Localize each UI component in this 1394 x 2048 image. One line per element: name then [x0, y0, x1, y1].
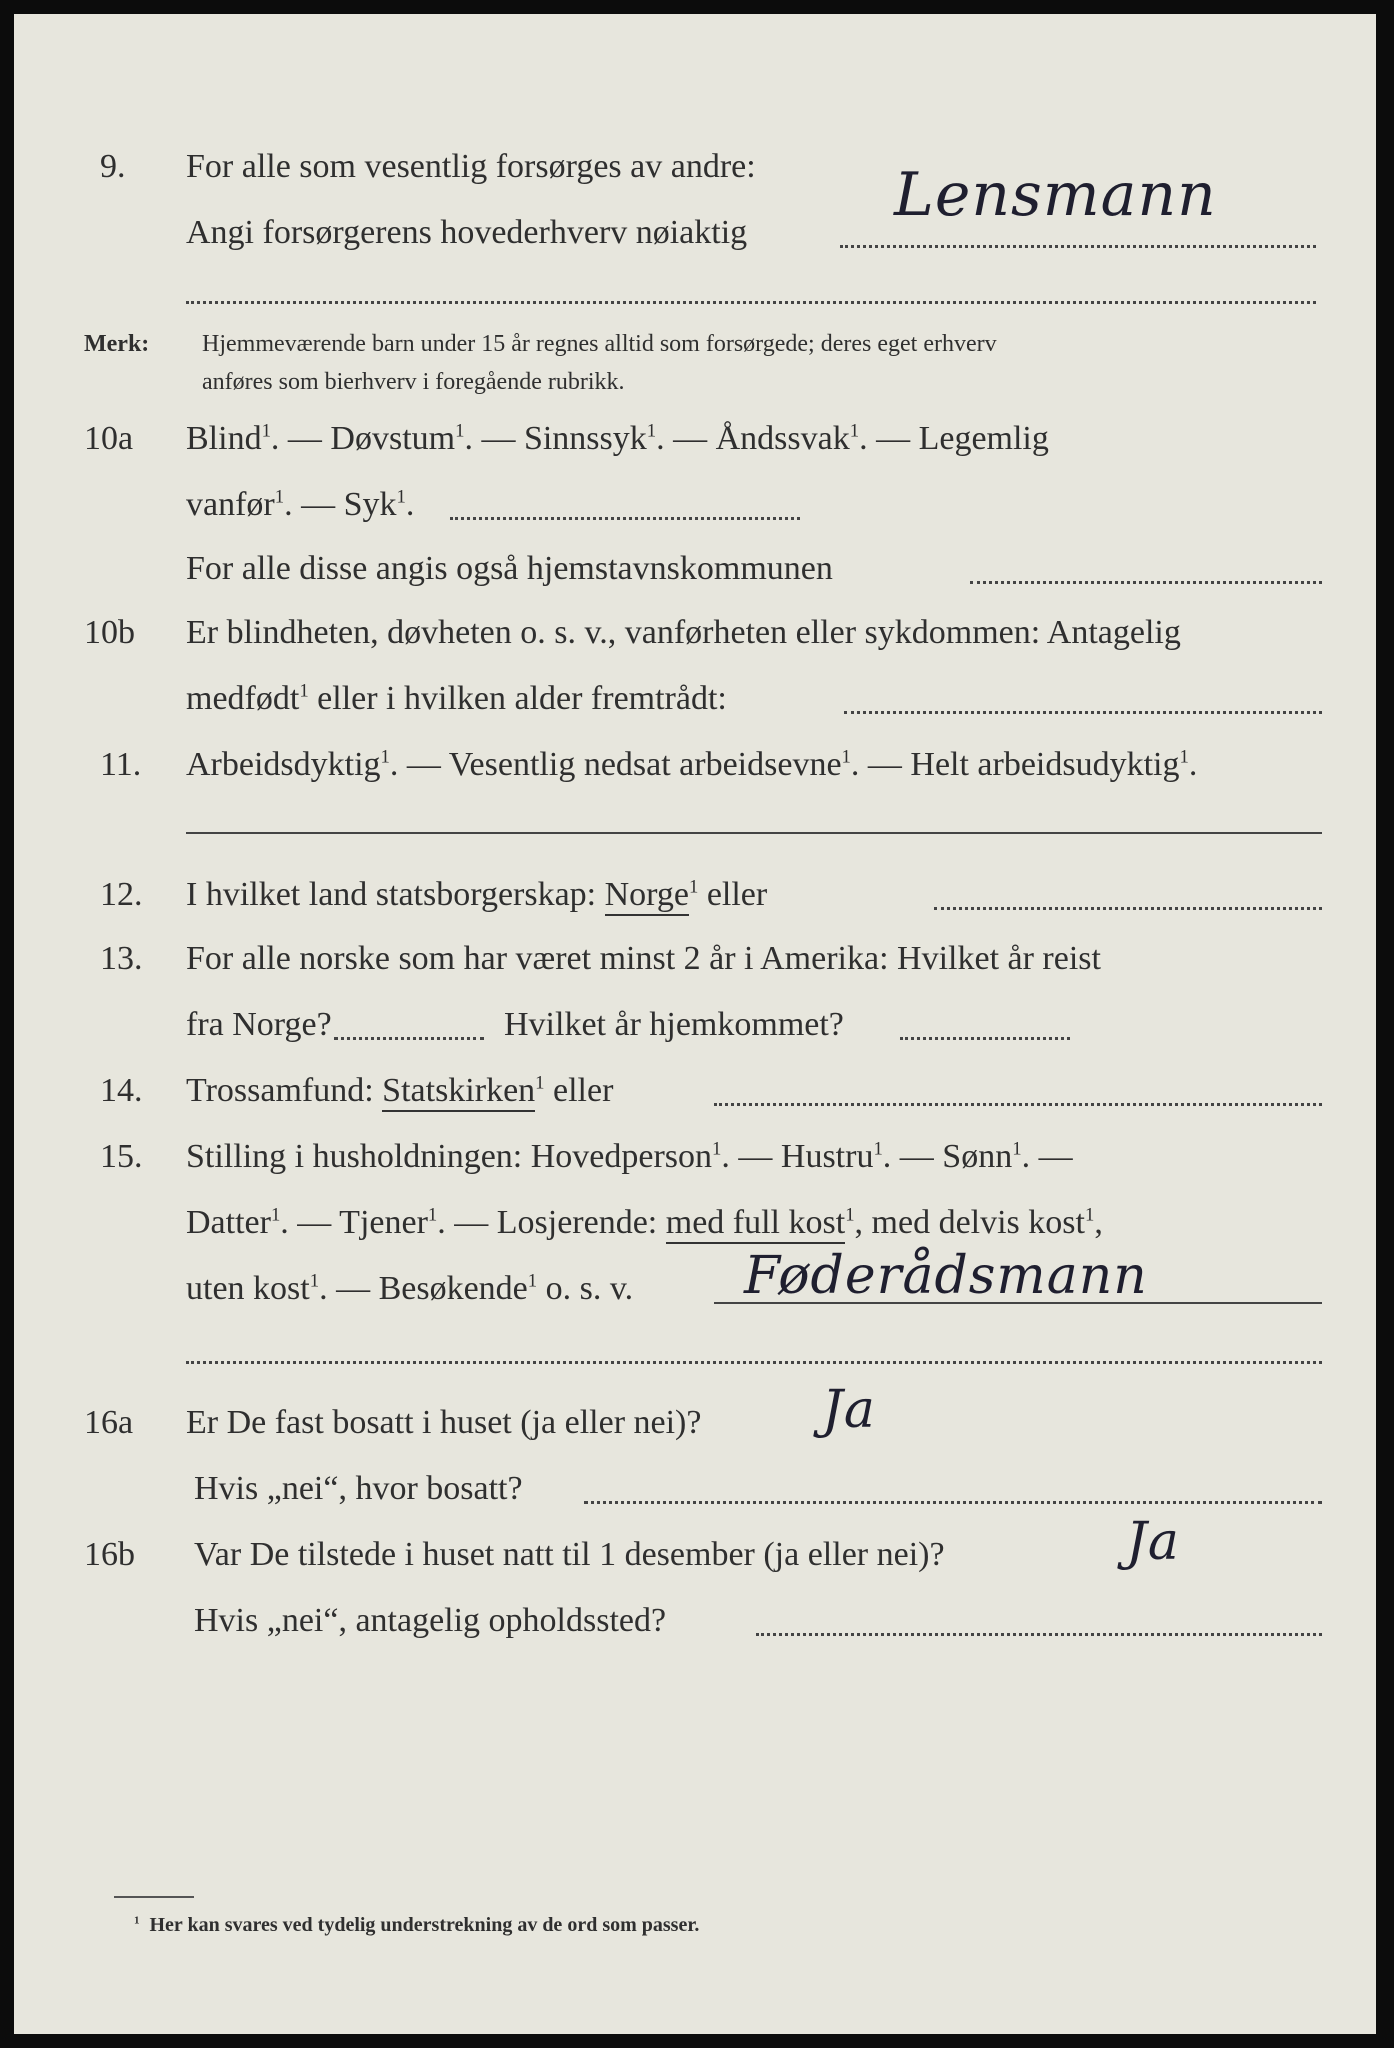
merk-label: Merk: [84, 331, 150, 357]
q16a-answer-line [584, 1501, 1322, 1504]
q16b-handwritten-answer: Ja [1126, 1512, 1180, 1572]
q13-number: 13. [100, 940, 143, 977]
q16a-row1 [14, 1380, 1376, 1446]
q10a-row3 [14, 544, 1376, 592]
q9-answer-line [840, 245, 1316, 248]
q15-handwritten-answer: Føderådsmann [744, 1246, 1148, 1306]
q11-row2 [14, 794, 1376, 842]
q12-row [14, 870, 1376, 918]
q15-options-3: uten kost$^1$. — Besøkende$^1$ o. s. v. [186, 1270, 634, 1307]
q16a-number: 16a [84, 1404, 134, 1441]
footnote-rule [114, 1896, 194, 1898]
q14-number: 14. [100, 1072, 143, 1109]
q16a-prompt: Hvis „nei“, hvor bosatt? [194, 1470, 523, 1507]
q10a-options-2: vanfør$^1$. — Syk$^1$. [186, 486, 415, 523]
q11-options: Arbeidsdyktig$^1$. — Vesentlig nedsat arbeidsevne$^1$. — Helt arbeidsudyktig$^1$. [186, 746, 1198, 783]
q10a-hjemstavn: For alle disse angis også hjemstavnskommunen [186, 550, 833, 587]
q16a-question: Er De fast bosatt i huset (ja eller nei)? [186, 1404, 702, 1441]
q15-row3 [14, 1246, 1376, 1312]
q10a-row1 [14, 414, 1376, 462]
q11-row1 [14, 740, 1376, 788]
q10a-number: 10a [84, 420, 134, 457]
q10a-options: Blind$^1$. — Døvstum$^1$. — Sinnssyk$^1$. — Åndssvak$^1$. — Legemlig [186, 420, 1049, 457]
merk-row2 [14, 352, 1376, 400]
q10b-number: 10b [84, 614, 135, 651]
q13-hjemkommet-line [900, 1037, 1070, 1040]
q10a-answer-line [450, 517, 800, 520]
q15-extra-line [186, 1361, 1322, 1364]
q16b-row1 [14, 1512, 1376, 1578]
q13-row1 [14, 934, 1376, 982]
q11-number: 11. [100, 746, 142, 783]
q10b-row2 [14, 674, 1376, 722]
q10b-answer-line [844, 711, 1322, 714]
q14-question: Trossamfund: Statskirken$^1$ eller [186, 1072, 613, 1110]
q15-row1 [14, 1132, 1376, 1180]
q15-options-2: Datter$^1$. — Tjener$^1$. — Losjerende: med full kost$^1$, med delvis kost$^1$, [186, 1204, 1103, 1242]
q15-row2 [14, 1198, 1376, 1246]
q9-handwritten-answer: Lensmann [894, 160, 1217, 230]
q12-number: 12. [100, 876, 143, 913]
footnote [134, 1914, 699, 1937]
q15-row4 [14, 1324, 1376, 1372]
q9-row1 [14, 142, 1376, 230]
q16b-row2 [14, 1596, 1376, 1644]
q16b-number: 16b [84, 1536, 135, 1573]
q9-extra-line [186, 301, 1316, 304]
q16b-answer-line [756, 1633, 1322, 1636]
q9-row2 [14, 208, 1376, 256]
q15-number: 15. [100, 1138, 143, 1175]
merk-text-2: anføres som bierhverv i foregående rubrikk. [202, 369, 625, 395]
q13-question: For alle norske som har været minst 2 år i Amerika: Hvilket år reist [186, 940, 1101, 977]
q9-prompt: Angi forsørgerens hovederhverv nøiaktig [186, 214, 748, 251]
q16a-handwritten-answer: Ja [822, 1380, 876, 1440]
merk-text-1: Hjemmeværende barn under 15 år regnes alltid som forsørgede; deres eget erhverv [202, 331, 997, 357]
q16a-row2 [14, 1464, 1376, 1512]
q9-number: 9. [100, 148, 126, 185]
footnote-text: Her kan svares ved tydelig understrekning av de ord som passer. [149, 1914, 700, 1936]
q14-answer-line [714, 1103, 1322, 1106]
q10b-prompt: medfødt$^1$ eller i hvilken alder fremtrådt: [186, 680, 727, 717]
q10a-row2 [14, 480, 1376, 528]
q15-options-1: Stilling i husholdningen: Hovedperson$^1$. — Hustru$^1$. — Sønn$^1$. — [186, 1138, 1073, 1175]
q16b-question: Var De tilstede i huset natt til 1 desember (ja eller nei)? [194, 1536, 945, 1573]
q12-question: I hvilket land statsborgerskap: Norge$^1$ eller [186, 876, 767, 914]
q12-answer-line [934, 907, 1322, 910]
q10b-row1 [14, 608, 1376, 656]
footnote-mark: 1 [134, 1914, 140, 1927]
q10b-question: Er blindheten, døvheten o. s. v., vanførheten eller sykdommen: Antagelig [186, 614, 1181, 651]
q9-question: For alle som vesentlig forsørges av andre: [186, 148, 756, 185]
q16b-prompt: Hvis „nei“, antagelig opholdssted? [194, 1602, 667, 1639]
q14-row [14, 1066, 1376, 1114]
q13-reist-label: fra Norge? [186, 1006, 332, 1043]
q10a-hjemstavn-line [970, 581, 1322, 584]
q13-hjemkommet-label: Hvilket år hjemkommet? [504, 1006, 844, 1043]
q13-row2 [14, 1000, 1376, 1048]
census-form-page [14, 14, 1376, 2034]
q11-answer-line [186, 832, 1322, 834]
q9-row3 [14, 264, 1376, 312]
q13-reist-line [334, 1037, 484, 1040]
